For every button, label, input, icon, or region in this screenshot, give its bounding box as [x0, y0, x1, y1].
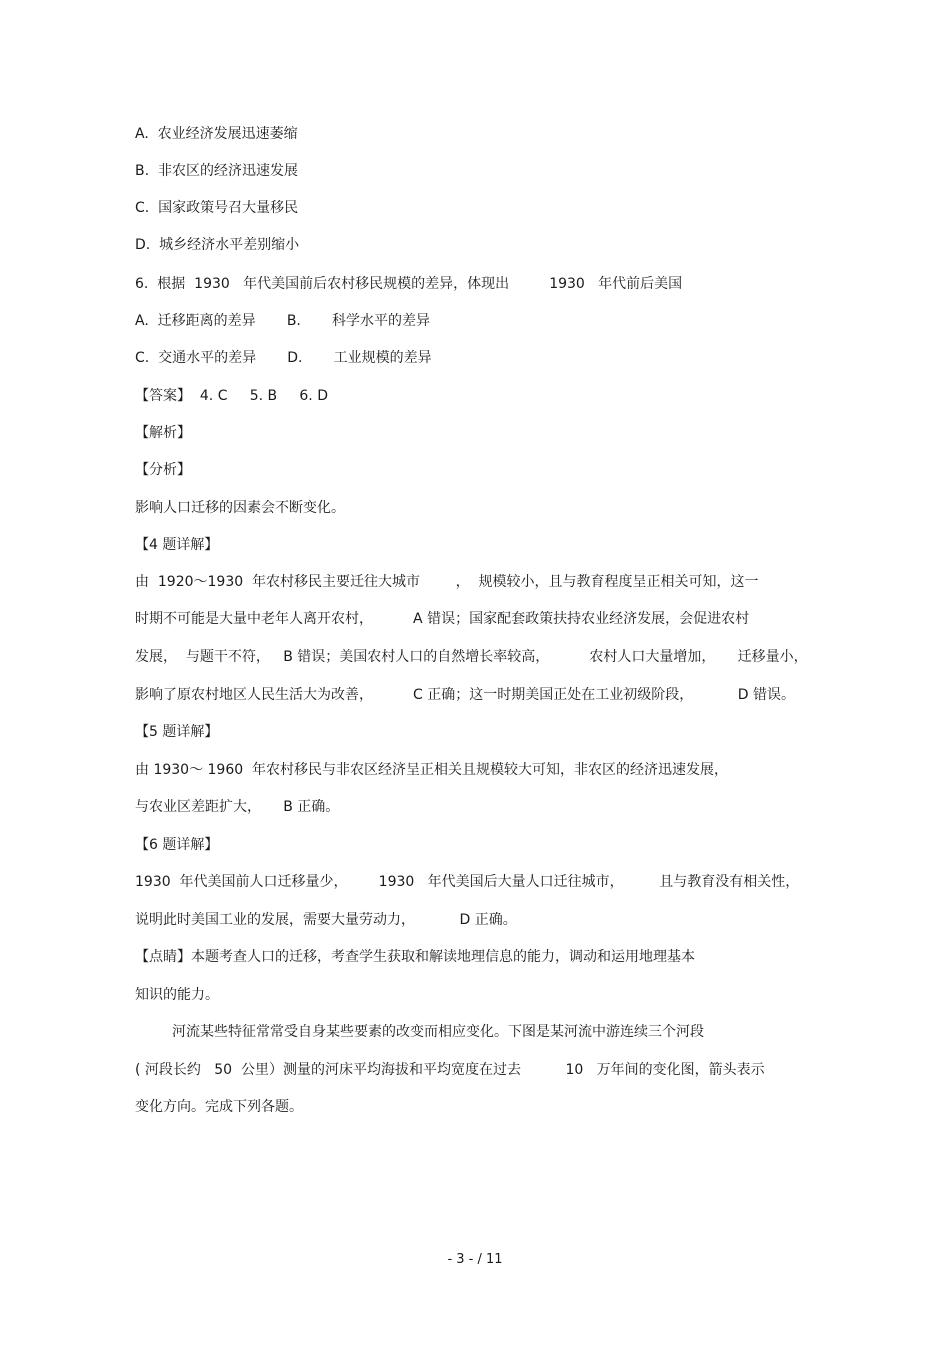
- dianjing-line-1: 【点睛】本题考查人口的迁移，考查学生获取和解读地理信息的能力，调动和运用地理基本: [135, 949, 695, 965]
- option-c-q5: C. 国家政策号召大量移民: [135, 200, 299, 216]
- q6-detail-line-2: 说明此时美国工业的发展，需要大量劳动力， D 正确。: [135, 912, 517, 928]
- analysis-heading: 【解析】: [135, 425, 191, 441]
- option-b-q5: B. 非农区的经济迅速发展: [135, 163, 298, 179]
- q4-detail-line-3: 发展， 与题干不符， B 错误；美国农村人口的自然增长率较高， 农村人口大量增加， 迁移量小，: [135, 649, 808, 665]
- dianjing-line-2: 知识的能力。: [135, 987, 219, 1003]
- passage-line-2: ( 河段长约 50 公里）测量的河床平均海拔和平均宽度在过去 10 万年间的变化图，箭头表示: [135, 1062, 765, 1078]
- q6-detail-line-1: 1930 年代美国前人口迁移量少， 1930 年代美国后大量人口迁往城市， 且与教育没有相关性，: [135, 874, 800, 890]
- q5-detail-line-1: 由 1930～ 1960 年农村移民与非农区经济呈正相关且规模较大可知，非农区的经济迅速发展，: [135, 762, 729, 778]
- q4-detail-line-2: 时期不可能是大量中老年人离开农村， A 错误；国家配套政策扶持农业经济发展，会促进农村: [135, 611, 750, 627]
- q6-detail-heading: 【6 题详解】: [135, 837, 219, 853]
- passage-line-3: 变化方向。完成下列各题。: [135, 1099, 303, 1115]
- question-6: 6. 根据 1930 年代美国前后农村移民规模的差异，体现出 1930 年代前后美国: [135, 276, 683, 292]
- q4-detail-line-1: 由 1920～1930 年农村移民主要迁往大城市 ， 规模较小，且与教育程度呈正相关可知，这一: [135, 574, 759, 590]
- q4-detail-heading: 【4 题详解】: [135, 537, 219, 553]
- passage-line-1: 河流某些特征常常受自身某些要素的改变而相应变化。下图是某河流中游连续三个河段: [172, 1024, 704, 1040]
- q4-detail-line-4: 影响了原农村地区人民生活大为改善， C 正确；这一时期美国正处在工业初级阶段， D 错误。: [135, 687, 796, 703]
- page-number: - 3 - / 11: [447, 1252, 503, 1267]
- option-d-q5: D. 城乡经济水平差别缩小: [135, 237, 300, 253]
- answer-line: 【答案】 4. C 5. B 6. D: [135, 388, 328, 404]
- options-cd-q6: C. 交通水平的差异 D. 工业规模的差异: [135, 350, 432, 366]
- fenxi-heading: 【分析】: [135, 462, 191, 478]
- option-a-q5: A. 农业经济发展迅速萎缩: [135, 126, 298, 142]
- options-ab-q6: A. 迁移距离的差异 B. 科学水平的差异: [135, 313, 431, 329]
- q5-detail-line-2: 与农业区差距扩大， B 正确。: [135, 799, 340, 815]
- fenxi-text: 影响人口迁移的因素会不断变化。: [135, 500, 345, 516]
- q5-detail-heading: 【5 题详解】: [135, 724, 219, 740]
